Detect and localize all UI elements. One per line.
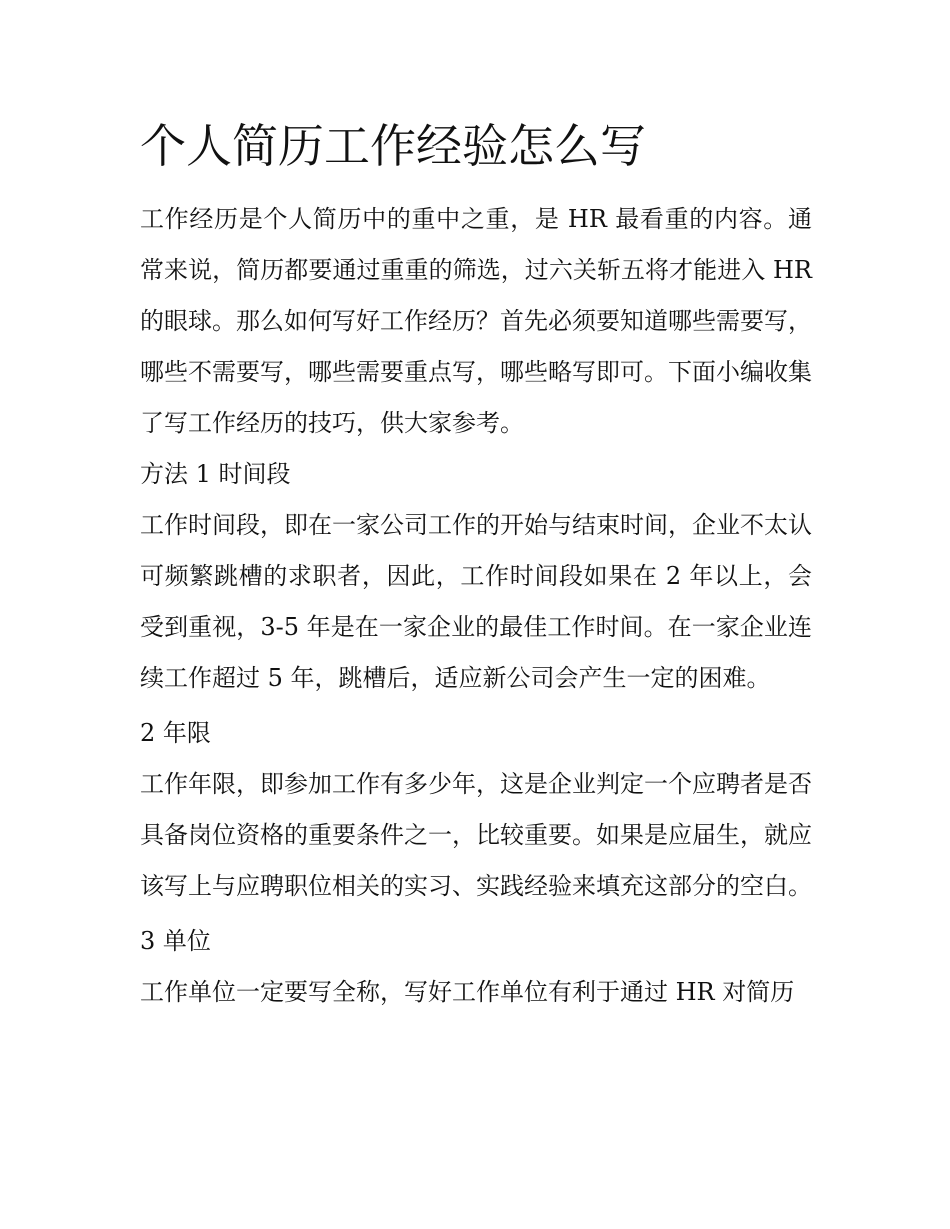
page-title: 个人简历工作经验怎么写 [140, 119, 646, 173]
section-body: 工作时间段，即在一家公司工作的开始与结束时间，企业不太认可频繁跳槽的求职者，因此，工作时间段如果在 2 年以上，会受到重视，3-5 年是在一家企业的最佳工作时间。在一家企业连续工作超过 5 年，跳槽后，适应新公司会产生一定的困难。 [140, 511, 812, 692]
section-heading: 方法 1 时间段 [140, 460, 291, 488]
document-page [140, 110, 812, 1018]
intro-paragraph: 工作经历是个人简历中的重中之重，是 HR 最看重的内容。通常来说，简历都要通过重重的筛选，过六关斩五将才能进入 HR 的眼球。那么如何写好工作经历？首先必须要知道哪些需要写，哪些不需要写，哪些需要重点写，哪些略写即可。下面小编收集了写工作经历的技巧，供大家参考。 [140, 205, 812, 437]
section-time-period [140, 449, 812, 704]
section-years [140, 708, 812, 912]
section-body: 工作单位一定要写全称，写好工作单位有利于通过 HR 对简历 [140, 978, 795, 1006]
section-employer [140, 916, 812, 1018]
section-heading: 3 单位 [140, 927, 211, 955]
section-heading: 2 年限 [140, 719, 211, 747]
section-body: 工作年限，即参加工作有多少年，这是企业判定一个应聘者是否具备岗位资格的重要条件之一，比较重要。如果是应届生，就应该写上与应聘职位相关的实习、实践经验来填充这部分的空白。 [140, 770, 812, 900]
